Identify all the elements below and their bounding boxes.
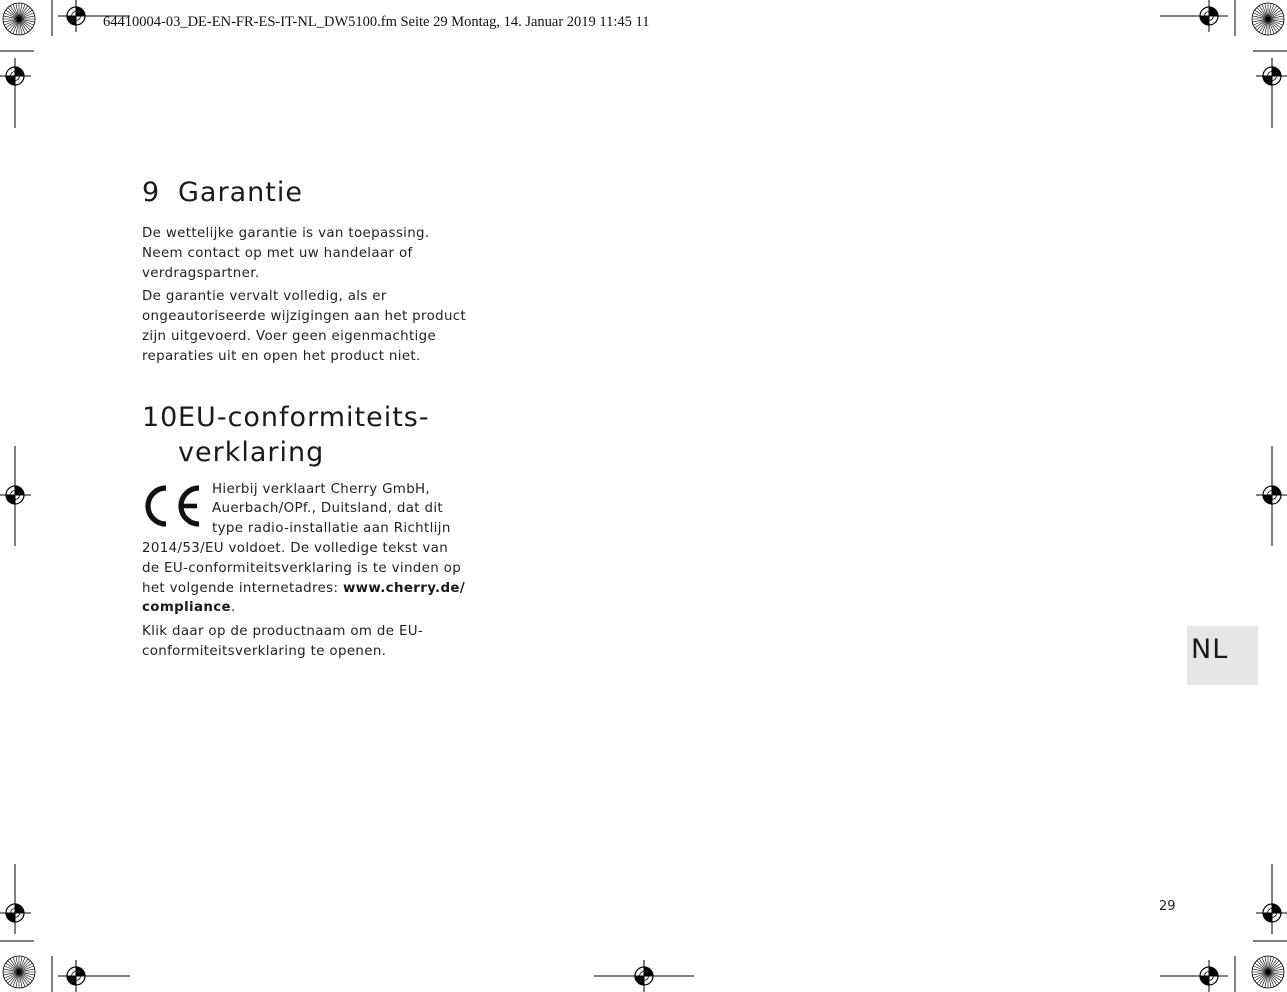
section-10-title-line-1: EU-conformiteits- bbox=[178, 401, 430, 433]
registration-target-right-bottom bbox=[1256, 897, 1287, 929]
warranty-paragraph-1: De wettelijke garantie is van toepassing. Neem contact op met uw handelaar of verdragspartner. bbox=[142, 226, 430, 281]
corner-rosette-top-left bbox=[3, 3, 35, 35]
registration-target-top-right bbox=[1193, 0, 1225, 32]
section-10-heading bbox=[142, 400, 467, 470]
ce-mark-icon bbox=[142, 482, 204, 530]
registration-target-right-middle bbox=[1256, 479, 1287, 511]
warranty-paragraph-2: De garantie vervalt volledig, als er ongeautoriseerde wijzigingen aan het product zijn uitgevoerd. Voer geen eigenmachtige reparaties uit en open het product niet. bbox=[142, 289, 467, 364]
page-number: 29 bbox=[1159, 899, 1176, 914]
registration-target-right-top bbox=[1256, 60, 1287, 92]
section-10-title bbox=[178, 400, 467, 470]
language-tab-label: NL bbox=[1191, 634, 1229, 665]
compliance-link-line-1: www.cherry.de/ bbox=[342, 580, 466, 596]
print-production-header: 64410004-03_DE-EN-FR-ES-IT-NL_DW5100.fm Seite 29 Montag, 14. Januar 2019 11:45 11 bbox=[103, 14, 650, 30]
compliance-link-line-2: compliance bbox=[142, 600, 231, 616]
section-9-heading bbox=[142, 175, 467, 210]
registration-target-bottom-center bbox=[628, 960, 660, 992]
content-column bbox=[142, 175, 467, 666]
registration-target-bottom-left bbox=[60, 960, 92, 992]
corner-rosette-bottom-right bbox=[1252, 956, 1284, 988]
corner-rosette-bottom-left bbox=[3, 956, 35, 988]
section-10-number: 10 bbox=[142, 401, 179, 433]
declaration-instruction: Klik daar op de productnaam om de EU-conformiteitsverklaring te openen. bbox=[142, 624, 424, 659]
section-9-number: 9 bbox=[142, 177, 161, 208]
registration-target-left-middle bbox=[0, 479, 31, 511]
registration-target-left-top bbox=[0, 60, 31, 92]
registration-target-top-left bbox=[60, 0, 92, 32]
declaration-text: Hierbij verklaart Cherry GmbH, Auerbach/OPf., Duitsland, dat dit type radio-installatie aan Richtlijn 2014/53/EU voldoet. De volledige tekst van de EU-conformiteitsverklaring is te vinden op het volgende internetadres: bbox=[142, 481, 462, 596]
declaration-block bbox=[142, 480, 467, 623]
corner-rosette-top-right bbox=[1252, 3, 1284, 35]
registration-target-left-bottom bbox=[0, 897, 31, 929]
section-10-title-line-2: verklaring bbox=[178, 436, 325, 468]
section-9-title: Garantie bbox=[178, 177, 303, 208]
declaration-period: . bbox=[230, 600, 236, 616]
language-tab bbox=[1187, 626, 1258, 685]
registration-target-bottom-right bbox=[1193, 960, 1225, 992]
